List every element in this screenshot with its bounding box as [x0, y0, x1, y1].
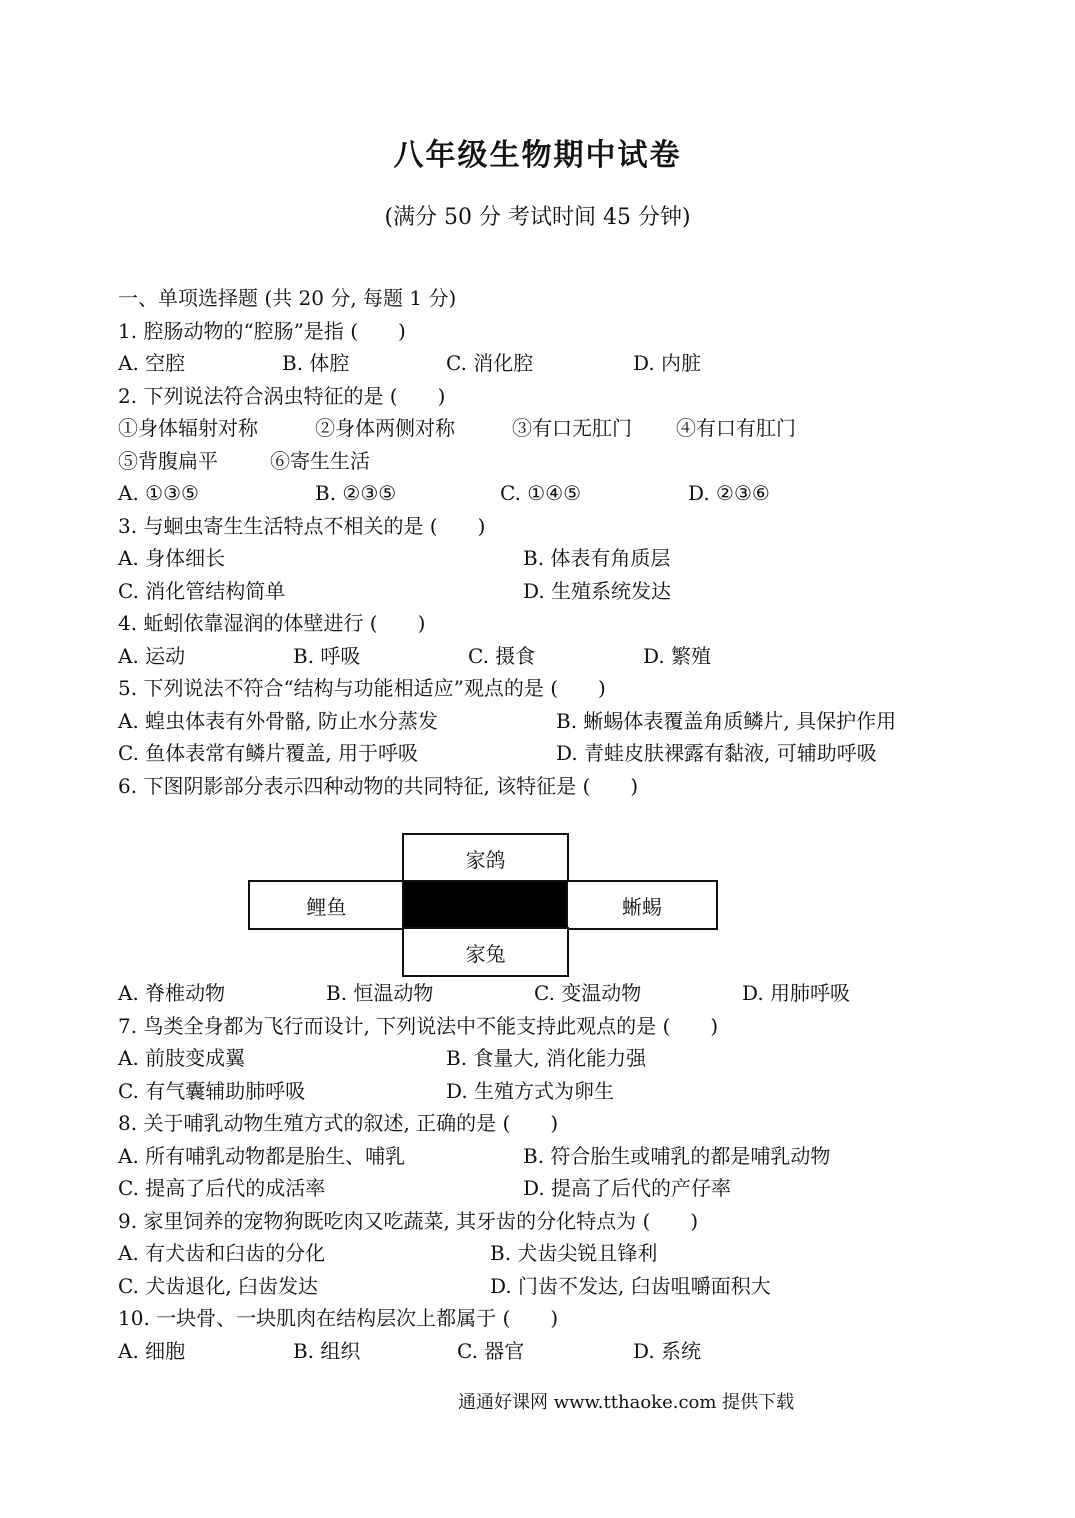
- diagram-label-pigeon: 家鸽: [465, 847, 506, 872]
- q2-option-c: C. ①④⑤: [500, 481, 582, 505]
- q4-stem: 4. 蚯蚓依靠湿润的体壁进行 ( ): [118, 611, 426, 635]
- q8-stem: 8. 关于哺乳动物生殖方式的叙述, 正确的是 ( ): [118, 1111, 559, 1135]
- exam-info: (满分 50 分 考试时间 45 分钟): [384, 205, 691, 230]
- q8-option-d: D. 提高了后代的产仔率: [523, 1176, 732, 1200]
- q9-stem: 9. 家里饲养的宠物狗既吃肉又吃蔬菜, 其牙齿的分化特点为 ( ): [118, 1209, 699, 1233]
- q4-option-a: A. 运动: [118, 644, 186, 668]
- q9-option-d: D. 门齿不发达, 臼齿咀嚼面积大: [490, 1274, 771, 1298]
- diagram-label-carp: 鲤鱼: [306, 894, 347, 919]
- q2-option-a: A. ①③⑤: [118, 481, 199, 505]
- diagram-box-bottom: [402, 927, 569, 977]
- diagram-box-top: [402, 833, 569, 883]
- q5-stem: 5. 下列说法不符合“结构与功能相适应”观点的是 ( ): [118, 676, 606, 700]
- q5-option-c: C. 鱼体表常有鳞片覆盖, 用于呼吸: [118, 741, 419, 765]
- diagram-label-rabbit: 家兔: [465, 941, 506, 966]
- q1-option-c: C. 消化腔: [446, 351, 534, 375]
- q2-option-b: B. ②③⑤: [315, 481, 397, 505]
- q4-option-b: B. 呼吸: [293, 644, 361, 668]
- q1-option-a: A. 空腔: [118, 351, 186, 375]
- diagram-box-right: [566, 880, 718, 930]
- q8-option-a: A. 所有哺乳动物都是胎生、哺乳: [118, 1144, 406, 1168]
- q10-option-c: C. 器官: [457, 1339, 525, 1363]
- footer-credit: 通通好课网 www.tthaoke.com 提供下载: [458, 1392, 795, 1413]
- q3-option-d: D. 生殖系统发达: [523, 579, 672, 603]
- q10-option-d: D. 系统: [633, 1339, 702, 1363]
- q2-statement-2: ②身体两侧对称: [315, 416, 455, 440]
- q6-option-c: C. 变温动物: [534, 981, 642, 1005]
- q5-option-d: D. 青蛙皮肤裸露有黏液, 可辅助呼吸: [556, 741, 877, 765]
- q10-stem: 10. 一块骨、一块肌肉在结构层次上都属于 ( ): [118, 1306, 559, 1330]
- q3-option-a: A. 身体细长: [118, 546, 226, 570]
- q7-option-b: B. 食量大, 消化能力强: [446, 1046, 647, 1070]
- q3-option-c: C. 消化管结构简单: [118, 579, 286, 603]
- q9-option-c: C. 犬齿退化, 臼齿发达: [118, 1274, 319, 1298]
- q2-statement-5: ⑤背腹扁平: [118, 449, 218, 473]
- q3-stem: 3. 与蛔虫寄生生活特点不相关的是 ( ): [118, 514, 486, 538]
- diagram-shaded-center: [402, 880, 569, 930]
- q9-option-a: A. 有犬齿和臼齿的分化: [118, 1241, 326, 1265]
- q5-option-b: B. 蜥蜴体表覆盖角质鳞片, 具保护作用: [556, 709, 897, 733]
- page-title: 八年级生物期中试卷: [393, 138, 682, 173]
- q7-option-d: D. 生殖方式为卵生: [446, 1079, 615, 1103]
- q10-option-b: B. 组织: [293, 1339, 361, 1363]
- q5-option-a: A. 蝗虫体表有外骨骼, 防止水分蒸发: [118, 709, 438, 733]
- q7-option-c: C. 有气囊辅助肺呼吸: [118, 1079, 306, 1103]
- q6-option-a: A. 脊椎动物: [118, 981, 226, 1005]
- q2-statement-3: ③有口无肛门: [512, 416, 632, 440]
- q8-option-c: C. 提高了后代的成活率: [118, 1176, 326, 1200]
- q4-option-d: D. 繁殖: [643, 644, 712, 668]
- q7-option-a: A. 前肢变成翼: [118, 1046, 246, 1070]
- q1-option-d: D. 内脏: [633, 351, 702, 375]
- section-heading: 一、单项选择题 (共 20 分, 每题 1 分): [118, 286, 457, 310]
- q2-statement-1: ①身体辐射对称: [118, 416, 258, 440]
- diagram-label-lizard: 蜥蜴: [622, 894, 662, 919]
- q4-option-c: C. 摄食: [468, 644, 536, 668]
- q1-option-b: B. 体腔: [282, 351, 350, 375]
- diagram-box-left: [248, 880, 405, 930]
- q6-option-b: B. 恒温动物: [326, 981, 434, 1005]
- q2-stem: 2. 下列说法符合涡虫特征的是 ( ): [118, 384, 446, 408]
- q3-option-b: B. 体表有角质层: [523, 546, 671, 570]
- q2-statement-4: ④有口有肛门: [676, 416, 796, 440]
- q6-option-d: D. 用肺呼吸: [742, 981, 851, 1005]
- q2-statement-6: ⑥寄生生活: [270, 449, 370, 473]
- q10-option-a: A. 细胞: [118, 1339, 186, 1363]
- q1-stem: 1. 腔肠动物的“腔肠”是指 ( ): [118, 319, 406, 343]
- q9-option-b: B. 犬齿尖锐且锋利: [490, 1241, 658, 1265]
- q7-stem: 7. 鸟类全身都为飞行而设计, 下列说法中不能支持此观点的是 ( ): [118, 1014, 719, 1038]
- q8-option-b: B. 符合胎生或哺乳的都是哺乳动物: [523, 1144, 831, 1168]
- q2-option-d: D. ②③⑥: [688, 481, 770, 505]
- q6-stem: 6. 下图阴影部分表示四种动物的共同特征, 该特征是 ( ): [118, 774, 639, 798]
